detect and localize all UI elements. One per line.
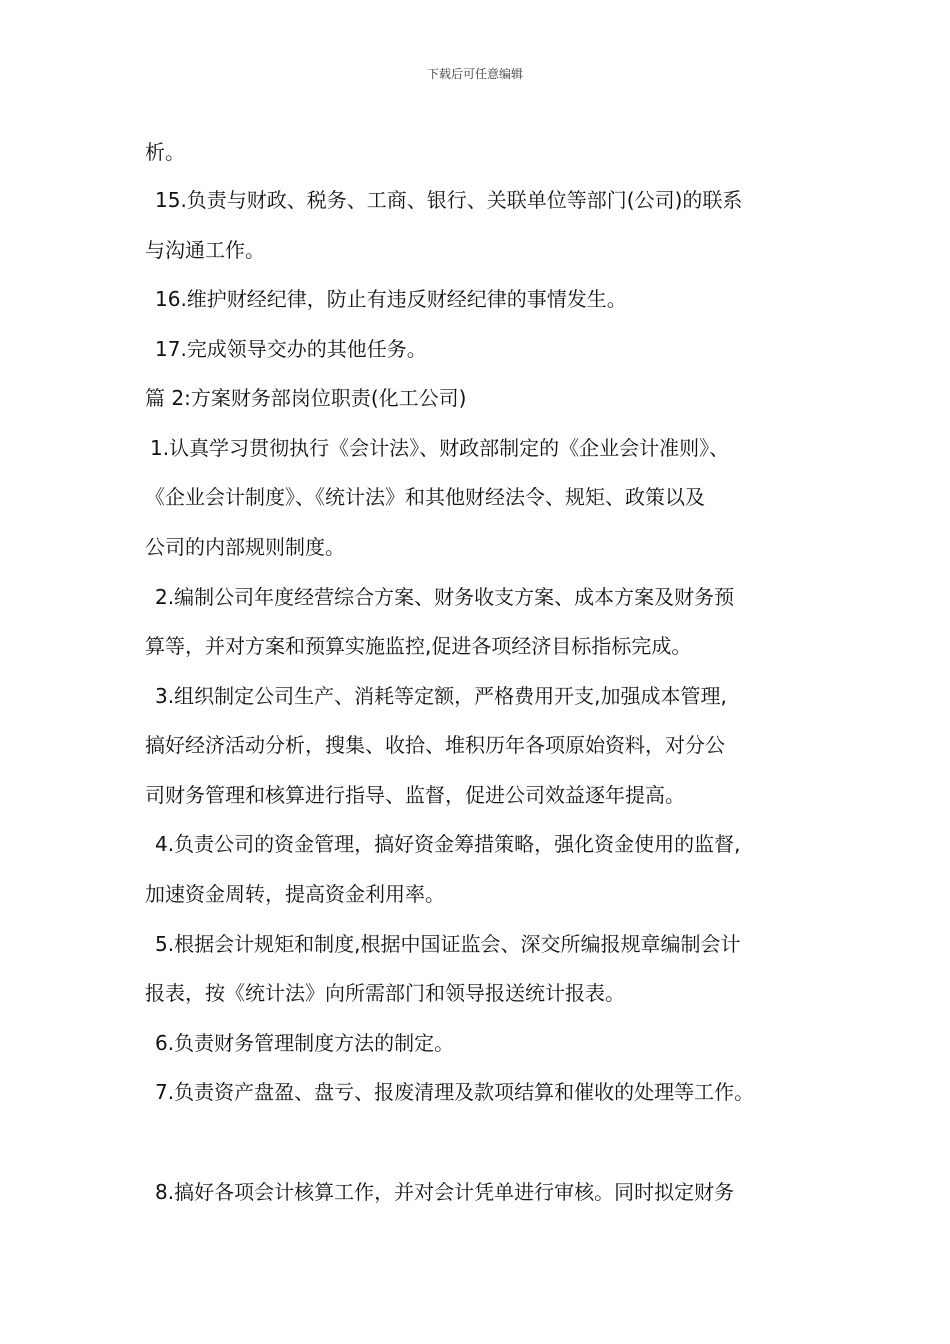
text-line: 3.组织制定公司生产、消耗等定额，严格费用开支,加强成本管理, [155, 684, 727, 708]
text-line: 1.认真学习贯彻执行《会计法》、财政部制定的《企业会计准则》、 [150, 436, 730, 460]
text-line: 公司的内部规则制度。 [145, 535, 345, 559]
section-heading: 篇 2:方案财务部岗位职责(化工公司) [145, 386, 467, 410]
text-line: 加速资金周转，提高资金利用率。 [145, 882, 445, 906]
text-line: 17.完成领导交办的其他任务。 [155, 337, 427, 361]
text-line: 7.负责资产盘盈、盘亏、报废清理及款项结算和催收的处理等工作。 [155, 1080, 755, 1104]
text-line: 司财务管理和核算进行指导、监督，促进公司效益逐年提高。 [145, 783, 685, 807]
text-line: 6.负责财务管理制度方法的制定。 [155, 1031, 455, 1055]
page-header: 下载后可任意编辑 [426, 67, 523, 81]
text-line: 《企业会计制度》、《统计法》和其他财经法令、规矩、政策以及 [145, 485, 705, 509]
text-line: 报表，按《统计法》向所需部门和领导报送统计报表。 [145, 981, 625, 1005]
text-line: 8.搞好各项会计核算工作，并对会计凭单进行审核。同时拟定财务 [155, 1180, 735, 1204]
text-line: 2.编制公司年度经营综合方案、财务收支方案、成本方案及财务预 [155, 585, 735, 609]
text-line: 5.根据会计规矩和制度,根据中国证监会、深交所编报规章编制会计 [155, 932, 741, 956]
text-line: 15.负责与财政、税务、工商、银行、关联单位等部门(公司)的联系 [155, 188, 743, 212]
text-line: 4.负责公司的资金管理，搞好资金筹措策略，强化资金使用的监督, [155, 832, 741, 856]
text-line: 16.维护财经纪律，防止有违反财经纪律的事情发生。 [155, 287, 627, 311]
text-line: 与沟通工作。 [145, 238, 265, 262]
text-line: 搞好经济活动分析，搜集、收拾、堆积历年各项原始资料，对分公 [145, 733, 725, 757]
text-line: 算等，并对方案和预算实施监控,促进各项经济目标指标完成。 [145, 634, 692, 658]
text-line: 析。 [145, 140, 185, 164]
